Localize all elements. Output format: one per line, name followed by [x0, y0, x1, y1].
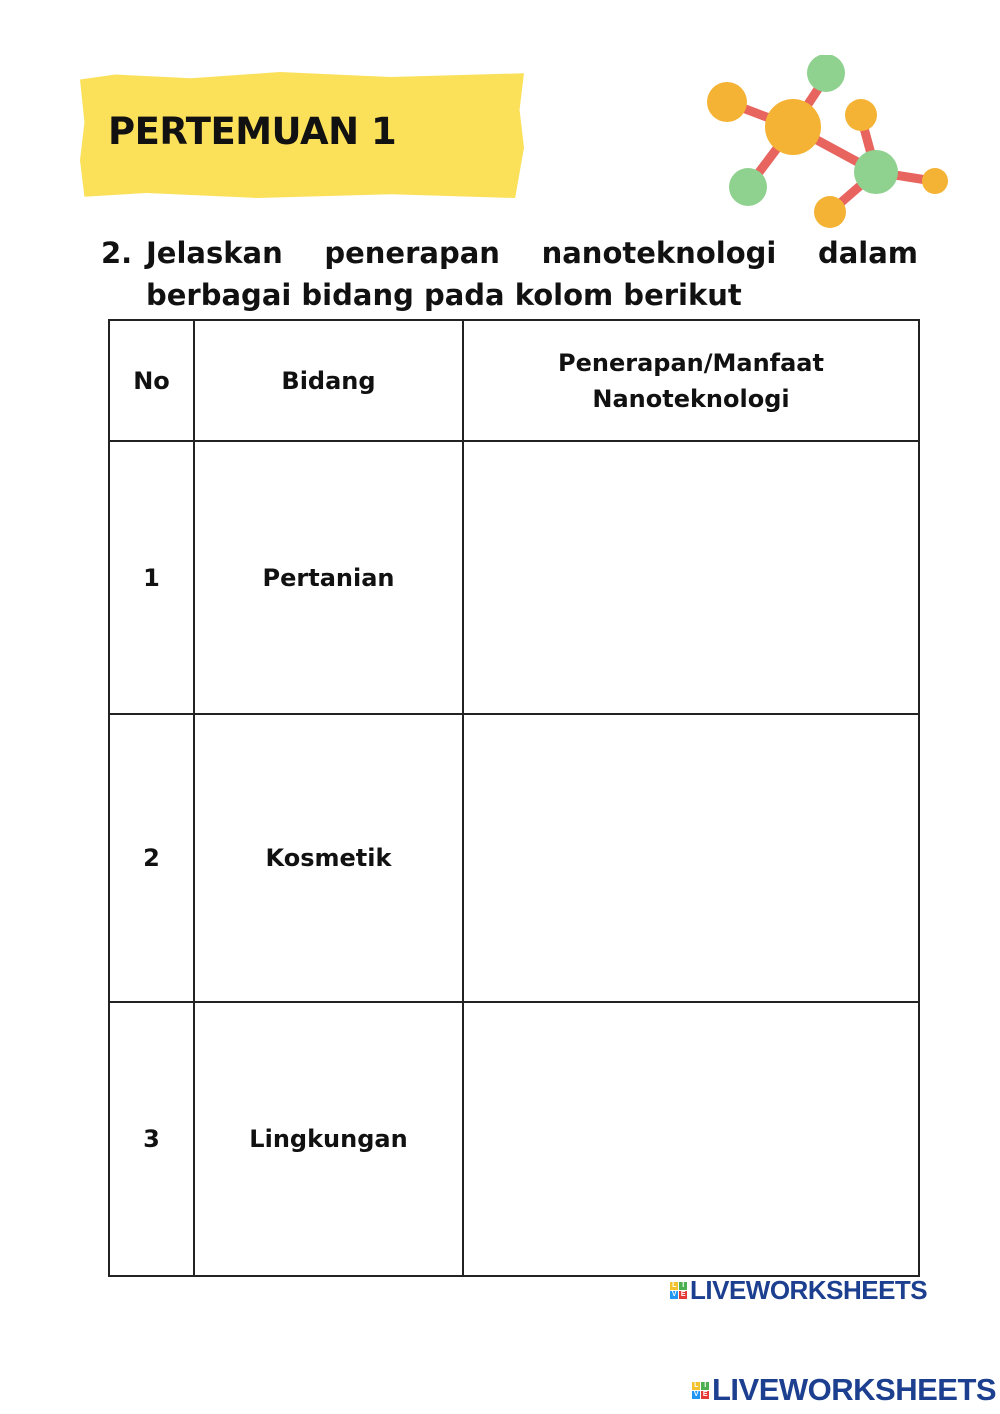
- header-penerapan-line2: Nanoteknologi: [592, 384, 790, 413]
- liveworksheets-logo-icon: L I V E: [671, 1282, 686, 1298]
- molecule-illustration: [690, 55, 950, 235]
- page-title: PERTEMUAN 1: [108, 110, 397, 153]
- row-number: 1: [109, 441, 194, 714]
- answer-cell[interactable]: [463, 714, 919, 1001]
- header-penerapan: [463, 320, 919, 441]
- row-bidang: Lingkungan: [194, 1002, 463, 1276]
- table-row: [109, 714, 919, 1001]
- liveworksheets-logo-icon: L I V E: [693, 1381, 708, 1398]
- answer-table: [108, 319, 920, 1277]
- row-number: 3: [109, 1002, 194, 1276]
- question-word: nanoteknologi: [541, 236, 777, 270]
- answer-cell[interactable]: [463, 441, 919, 714]
- answer-cell[interactable]: [463, 1002, 919, 1276]
- header-no: No: [109, 320, 194, 441]
- liveworksheets-watermark: [692, 1372, 996, 1408]
- row-number: 2: [109, 714, 194, 1001]
- watermark-text: LIVEWORKSHEETS: [690, 1275, 928, 1305]
- row-bidang: Pertanian: [194, 441, 463, 714]
- liveworksheets-watermark-small: [670, 1275, 927, 1306]
- table-row: [109, 1002, 919, 1276]
- row-bidang: Kosmetik: [194, 714, 463, 1001]
- question-text-line2: berbagai bidang pada kolom berikut: [146, 278, 742, 312]
- header-penerapan-line1: Penerapan/Manfaat: [558, 348, 824, 377]
- question-text-line1: [146, 236, 918, 270]
- question-word: dalam: [817, 236, 918, 270]
- header-bidang: Bidang: [194, 320, 463, 441]
- watermark-text: LIVEWORKSHEETS: [712, 1372, 997, 1407]
- question-word: Jelaskan: [146, 236, 283, 270]
- table-row: [109, 441, 919, 714]
- question-word: penerapan: [324, 236, 500, 270]
- question-number: 2.: [101, 236, 133, 270]
- table-header-row: [109, 320, 919, 441]
